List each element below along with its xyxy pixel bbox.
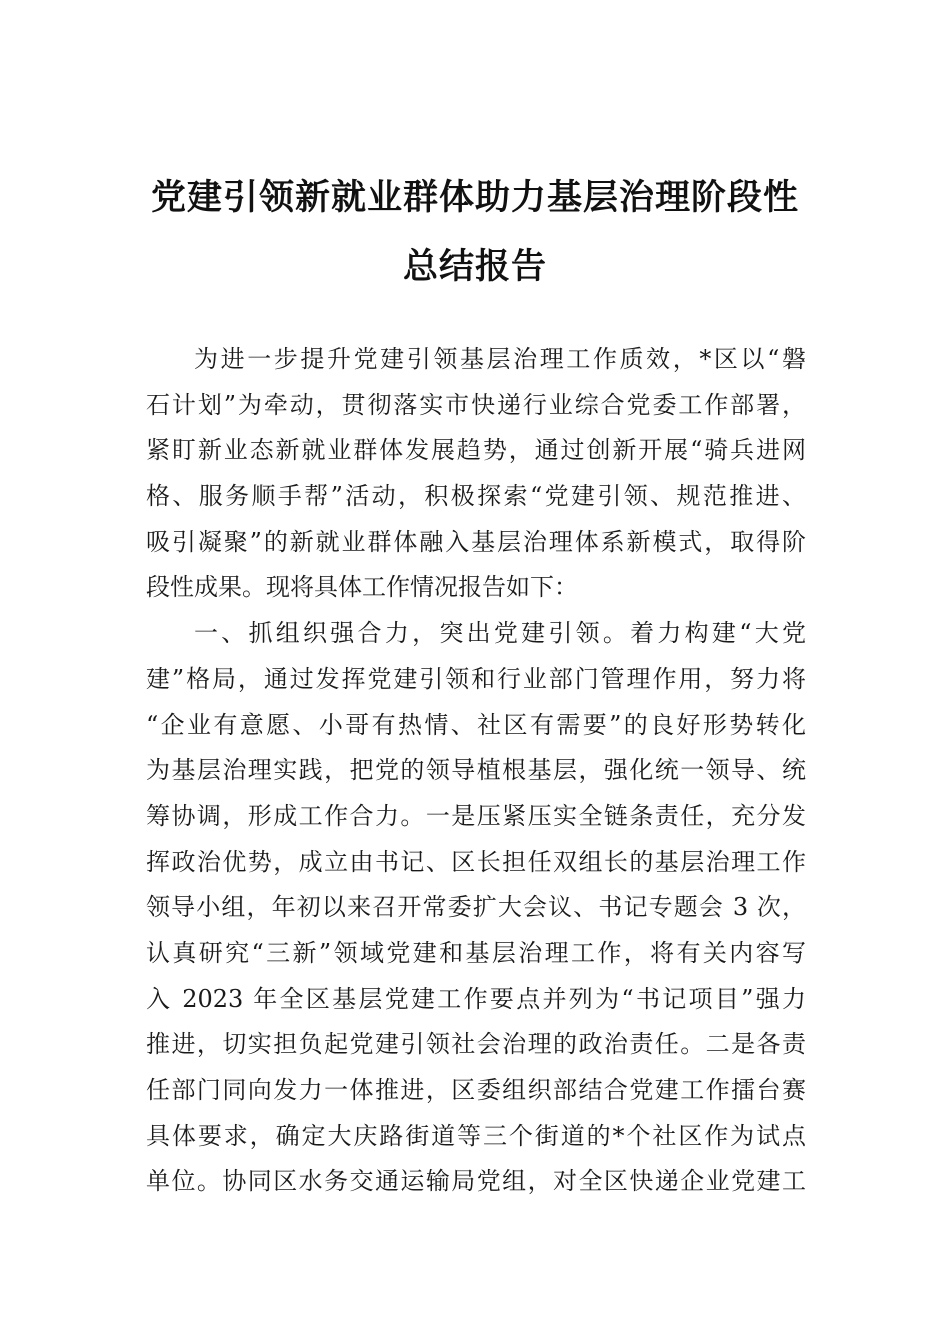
paragraph-2-line: 认真研究“三新”领域党建和基层治理工作，将有关内容写 [146, 938, 806, 967]
paragraph-1-line: 石计划”为牵动，贯彻落实市快递行业综合党委工作部署， [146, 390, 806, 419]
paragraph-1-line: 紧盯新业态新就业群体发展趋势，通过创新开展“骑兵进网 [146, 436, 806, 465]
paragraph-1-line: 段性成果。现将具体工作情况报告如下： [146, 573, 578, 602]
document-body [146, 337, 806, 1205]
paragraph-2-line: 挥政治优势，成立由书记、区长担任双组长的基层治理工作 [146, 847, 806, 876]
paragraph-2-line: 筹协调，形成工作合力。一是压紧压实全链条责任，充分发 [146, 801, 806, 830]
paragraph-1-line: 为进一步提升党建引领基层治理工作质效，*区以“磐 [194, 345, 806, 373]
paragraph-2-line: 建”格局，通过发挥党建引领和行业部门管理作用，努力将 [146, 664, 806, 693]
paragraph-2-line: 入 2023 年全区基层党建工作要点并列为“书记项目”强力 [146, 984, 806, 1013]
paragraph-2-line: 任部门同向发力一体推进，区委组织部结合党建工作擂台赛 [146, 1076, 806, 1104]
paragraph-2-line: “企业有意愿、小哥有热情、社区有需要”的良好形势转化 [146, 710, 806, 739]
paragraph-1-line: 格、服务顺手帮”活动，积极探索“党建引领、规范推进、 [146, 482, 806, 511]
paragraph-1-line: 吸引凝聚”的新就业群体融入基层治理体系新模式，取得阶 [146, 527, 806, 556]
document-title-line-1: 党建引领新就业群体助力基层治理阶段性 [150, 177, 799, 218]
paragraph-2-line: 单位。协同区水务交通运输局党组，对全区快递企业党建工 [146, 1167, 806, 1196]
paragraph-2-line: 为基层治理实践，把党的领导植根基层，强化统一领导、统 [146, 756, 806, 785]
paragraph-2-line: 推进，切实担负起党建引领社会治理的政治责任。二是各责 [146, 1030, 806, 1059]
paragraph-2-line: 领导小组，年初以来召开常委扩大会议、书记专题会 3 次， [146, 893, 806, 922]
paragraph-2-line: 一、抓组织强合力，突出党建引领。着力构建“大党 [194, 619, 806, 648]
paragraph-2-line: 具体要求，确定大庆路街道等三个街道的*个社区作为试点 [146, 1121, 806, 1150]
document-title-line-2: 总结报告 [402, 246, 547, 287]
